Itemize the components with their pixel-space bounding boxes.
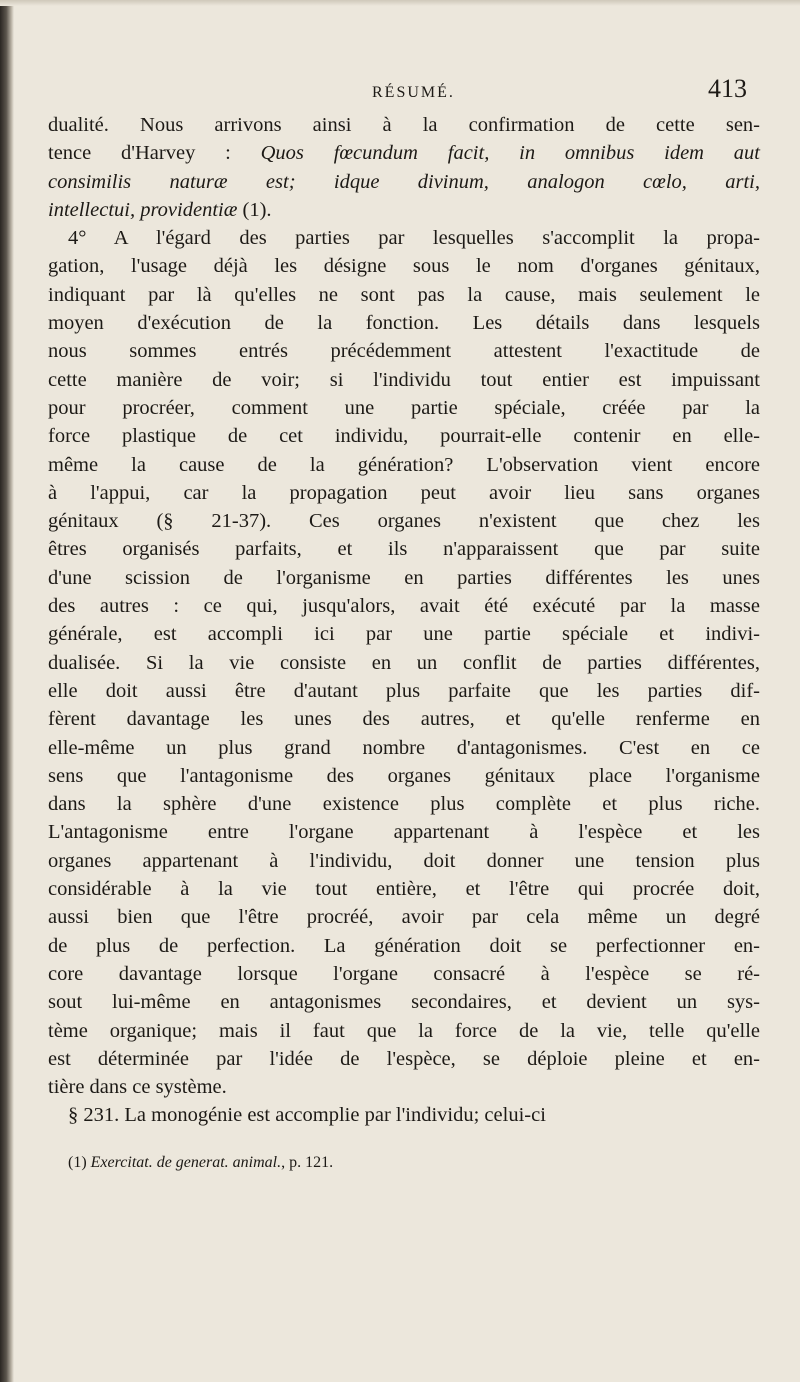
text-line: force plastique de cet individu, pourrait-elle contenir en elle- [48,425,760,448]
text-line: organes appartenant à l'individu, doit donner une tension plus [48,849,760,872]
running-title: RÉSUMÉ. [372,84,455,101]
text-line: gation, l'usage déjà les désigne sous le nom d'organes génitaux, [48,255,760,278]
text-line: pour procréer, comment une partie spéciale, créée par la [48,396,760,419]
paragraph-3 [48,1101,760,1129]
text-line: cette manière de voir; si l'individu tout entier est impuissant [48,368,760,391]
text-line: dualité. Nous arrivons ainsi à la confirmation de cette sen- [48,114,760,136]
paragraph-1 [48,111,760,224]
text-line: d'une scission de l'organisme en parties différentes les unes [48,566,760,589]
text-line: nous sommes entrés précédemment attestent l'exactitude de [48,340,760,363]
text-line: considérable à la vie tout entière, et l'être qui procrée doit, [48,878,760,901]
text-line: sens que l'antagonisme des organes génitaux place l'organisme [48,764,760,787]
page-header [0,74,800,114]
latin-quote: Quos fœcundum facit, in omnibus idem aut [260,142,760,165]
footnote [68,1152,748,1174]
text-line: tence d'Harvey : Quos fœcundum facit, in omnibus idem aut [48,142,760,165]
text-line: indiquant par là qu'elles ne sont pas la cause, mais seulement le [48,283,760,306]
text-line: des autres : ce qui, jusqu'alors, avait été exécuté par la masse [48,595,760,618]
text-line: § 231. La monogénie est accomplie par l'individu; celui-ci [68,1104,546,1127]
text-line: génitaux (§ 21-37). Ces organes n'existent que chez les [48,510,760,533]
footnote-marker: (1) [68,1154,91,1171]
text-line: est déterminée par l'idée de l'espèce, se déploie pleine et en- [48,1047,760,1070]
text-line: générale, est accompli ici par une partie spéciale et indivi- [48,623,760,646]
text-line [48,168,760,196]
text-line: même la cause de la génération? L'observation vient encore [48,453,760,476]
text-line: tème organique; mais il faut que la force de la vie, telle qu'elle [48,1019,760,1042]
text-line: dans la sphère d'une existence plus complète et plus riche. [48,793,760,816]
text-line: elle-même un plus grand nombre d'antagonismes. C'est en ce [48,736,760,759]
page-top-edge [0,0,800,6]
text-line: à l'appui, car la propagation peut avoir lieu sans organes [48,481,760,504]
paragraph-2 [48,224,760,1101]
footnote-page: , p. 121. [281,1154,334,1171]
text-line: moyen d'exécution de la fonction. Les détails dans lesquels [48,312,760,335]
text-line: elle doit aussi être d'autant plus parfaite que les parties dif- [48,679,760,702]
text-line: fèrent davantage les unes des autres, et qu'elle renferme en [48,708,760,731]
text-line: sout lui-même en antagonismes secondaires, et devient un sys- [48,991,760,1014]
body-text [48,111,760,1130]
latin-quote: consimilis naturæ est; idque divinum, analogon cœlo, arti, [48,170,760,193]
footnote-citation: Exercitat. de generat. animal. [90,1154,282,1171]
text-line: de plus de perfection. La génération doit se perfectionner en- [48,934,760,957]
page-number: 413 [708,74,747,103]
text-line: 4° A l'égard des parties par lesquelles s'accomplit la propa- [68,227,760,250]
text-line: core davantage lorsque l'organe consacré à l'espèce se ré- [48,962,760,985]
latin-quote: intellectui, providentiæ [48,198,238,221]
text-line [48,196,760,224]
text-line: dualisée. Si la vie consiste en un conflit de parties différentes, [48,651,760,674]
text-line: tière dans ce système. [48,1076,227,1099]
text-line: êtres organisés parfaits, et ils n'apparaissent que par suite [48,538,760,561]
book-spine-shadow [0,0,14,1382]
text-line: aussi bien que l'être procréé, avoir par cela même un degré [48,906,760,929]
footnote-reference: (1). [237,198,272,221]
text-line: L'antagonisme entre l'organe appartenant à l'espèce et les [48,821,760,844]
